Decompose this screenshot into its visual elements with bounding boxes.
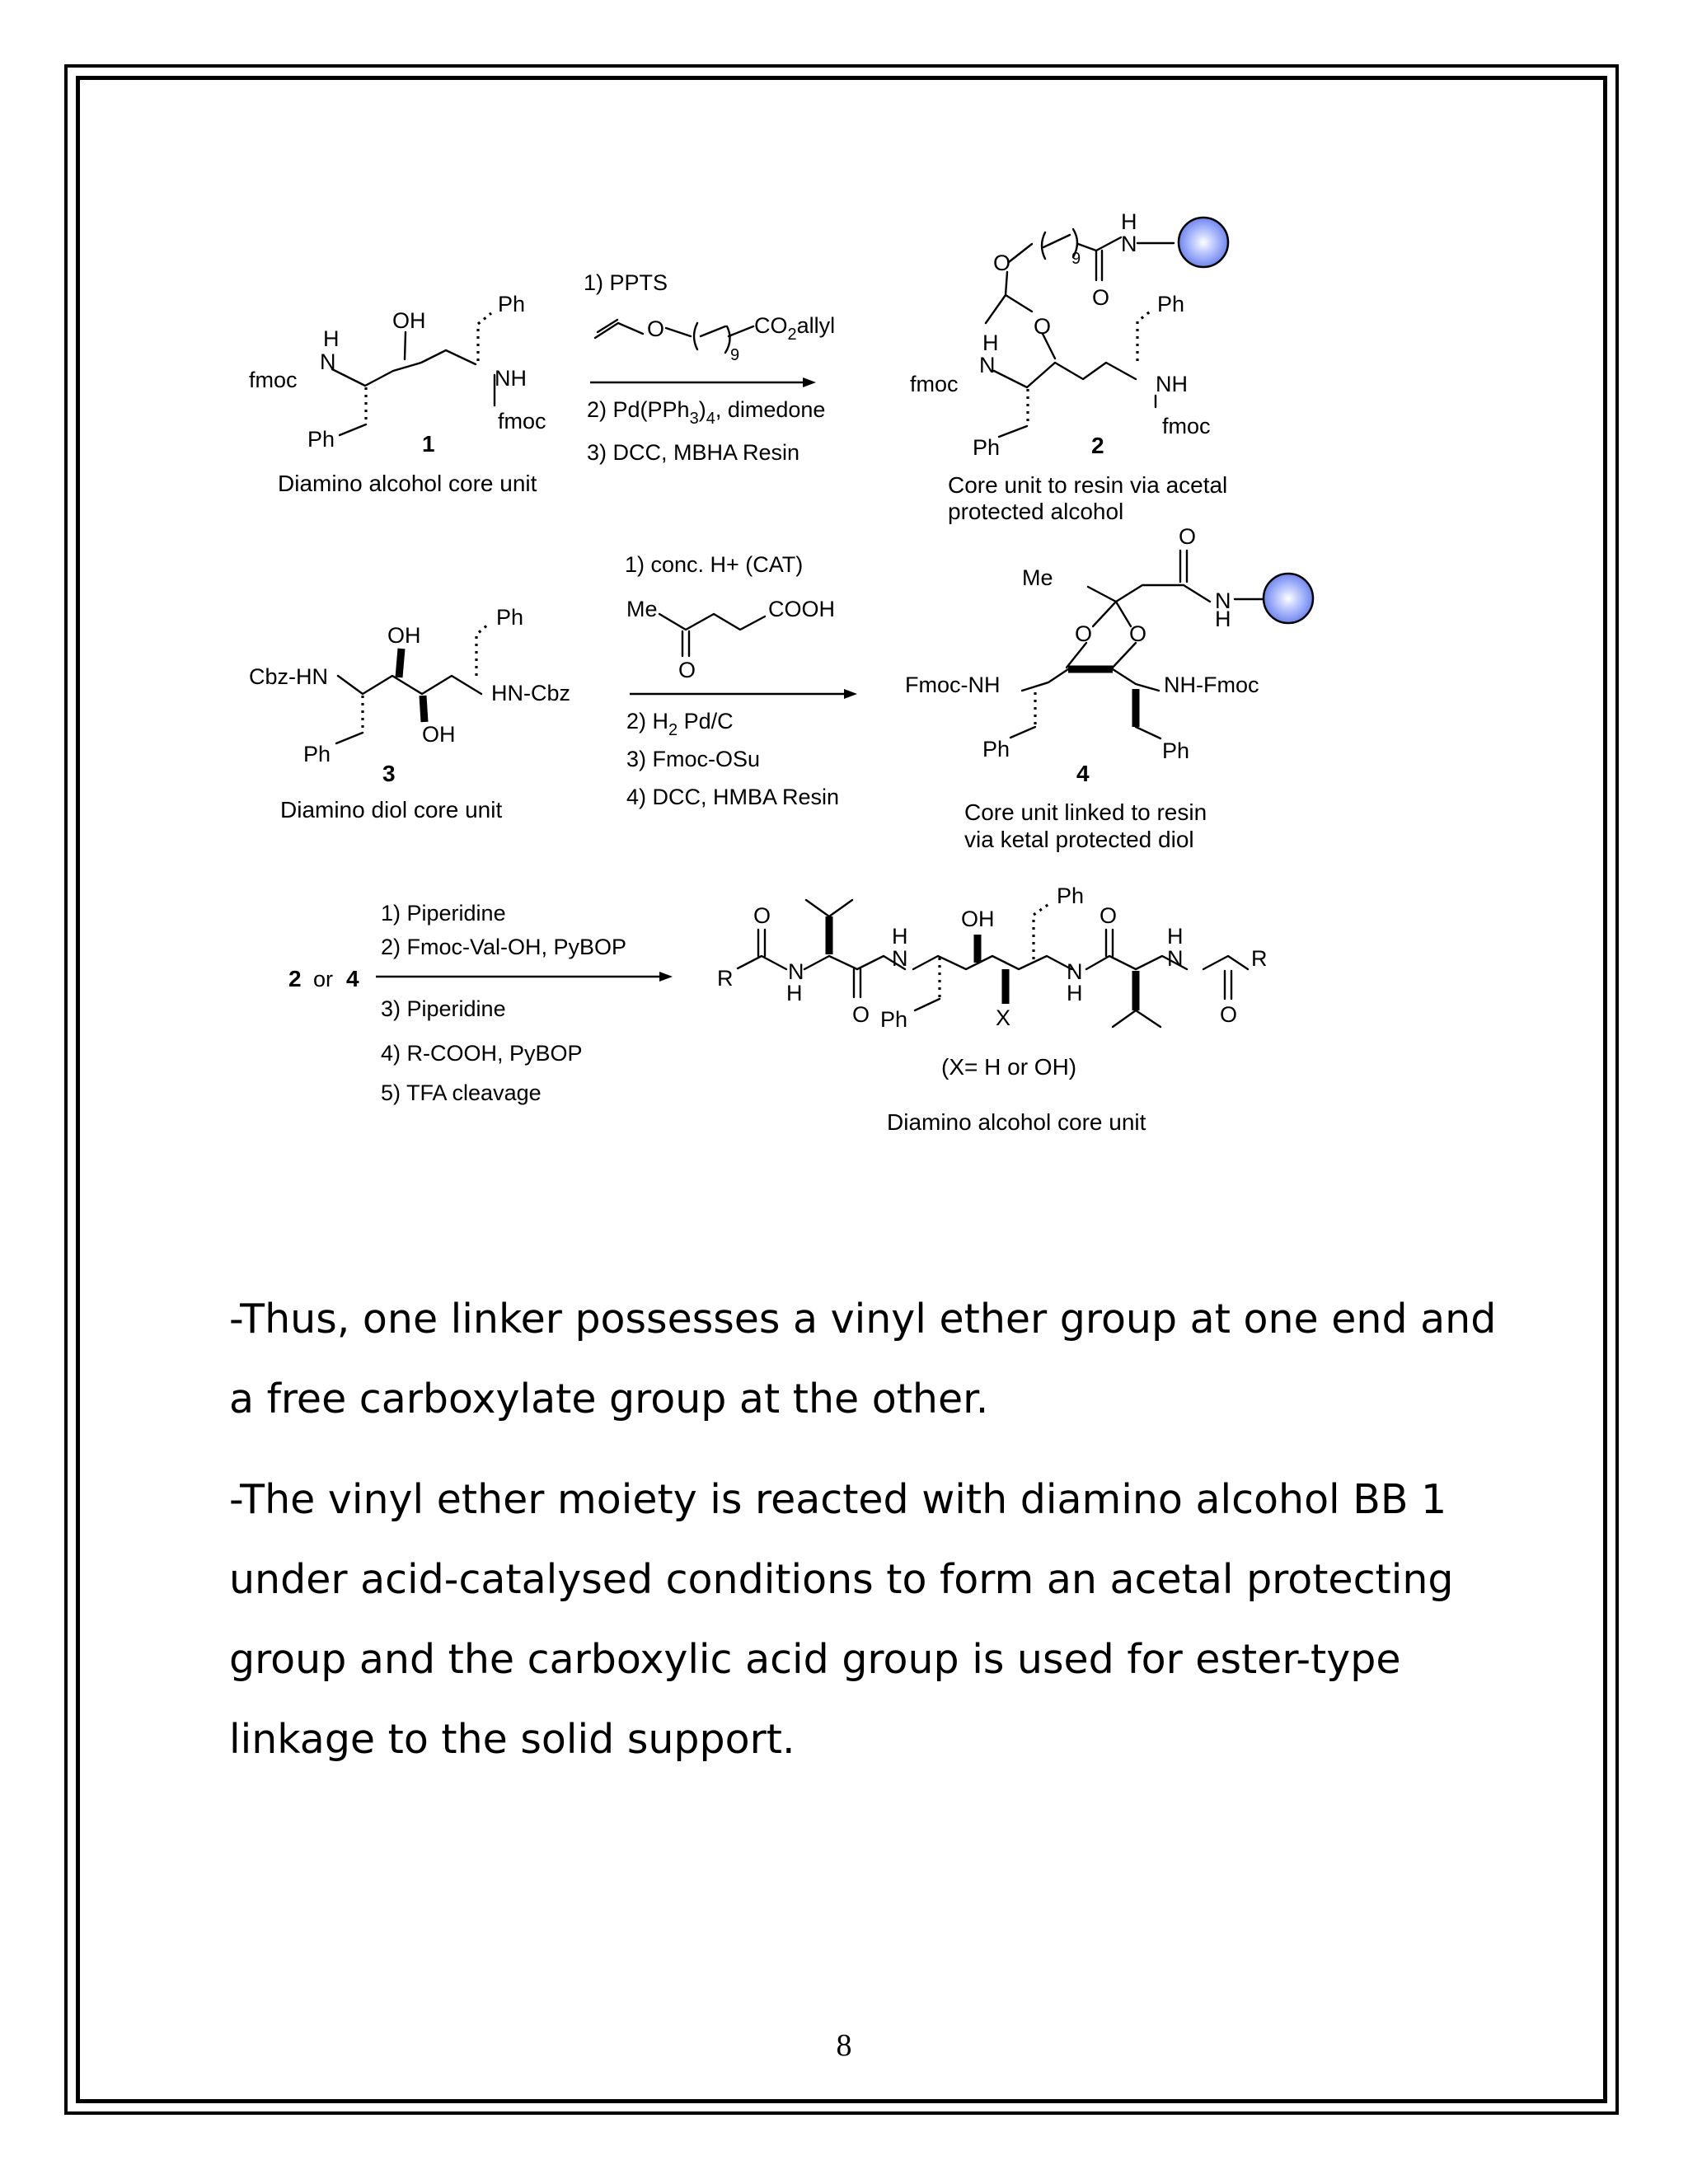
compound-4-ph-right-bond (1136, 727, 1160, 738)
compound-1 (249, 292, 546, 496)
compound-2-ph-bottom: Ph (973, 435, 1001, 460)
product-oh: OH (961, 907, 995, 931)
compound-1-oh: OH (392, 308, 426, 333)
product-note: (X= H or OH) (941, 1054, 1077, 1080)
product-backbone-5 (1203, 956, 1248, 969)
product-r-right: R (1251, 946, 1268, 971)
compound-2-number: 2 (1091, 433, 1104, 458)
compound-4-ring-bonds (1067, 643, 1136, 669)
compound-2-o-top: O (993, 251, 1011, 275)
levulinic-chain (659, 614, 765, 630)
row3-conditions (288, 901, 673, 1105)
compound-3-oh-bottom-wedge (423, 696, 424, 722)
compound-1-ph-top-bond (478, 313, 491, 361)
paragraph-linker: -Thus, one linker possesses a vinyl ether group at one end and a free carboxylate group at the other. (229, 1296, 1497, 1422)
compound-2-caption-2: protected alcohol (948, 499, 1124, 524)
product-h2: H (892, 924, 908, 949)
compound-1-h: H (323, 326, 340, 351)
product-h3: H (1067, 981, 1083, 1005)
compound-3-ph-bottom-bond-2 (336, 733, 363, 743)
compound-4-h: H (1215, 607, 1231, 631)
compound-1-ph-bottom-bond-2 (340, 424, 366, 435)
row2-step-2: 2) $H_2$ Pd/C (626, 709, 734, 739)
compound-2-nh: NH (1156, 372, 1188, 396)
row3-step-5: 5) TFA cleavage (381, 1080, 542, 1105)
compound-3-cbz-right: HN-Cbz (491, 681, 571, 705)
compound-3-number: 3 (382, 761, 396, 786)
compound-2-ph-top-bond (1137, 310, 1152, 361)
product-peptide (717, 883, 1268, 1135)
product-val-2 (1113, 1010, 1160, 1027)
compound-4-caption-2: via ketal protected diol (964, 827, 1194, 852)
product-h1: H (786, 981, 803, 1005)
row1-conditions (584, 270, 835, 465)
product-caption: Diamino alcohol core unit (887, 1109, 1146, 1135)
product-backbone-1 (738, 956, 786, 969)
compound-4-me-bond (1088, 587, 1116, 602)
compound-4-fmoc-left: Fmoc-NH (905, 673, 1001, 697)
compound-4-chain (1116, 585, 1210, 602)
compound-2-o-acetal: O (1034, 314, 1052, 339)
compound-3-caption: Diamino diol core unit (280, 797, 503, 823)
product-n3: N (1067, 959, 1083, 984)
page-number: 8 (836, 2028, 852, 2063)
row3-reactant-b: 4 (346, 966, 359, 991)
row3-reactant-a: 2 (288, 966, 302, 991)
vinyl-bond (595, 323, 643, 338)
product-n1: N (788, 959, 804, 984)
row3-reactant-or: or (313, 967, 334, 991)
compound-4-number: 4 (1076, 761, 1090, 786)
product-ph-top-bond (1034, 903, 1050, 959)
resin-bead-icon (1264, 574, 1313, 623)
compound-4-ph-left: Ph (982, 737, 1010, 762)
compound-1-fmoc-right: fmoc (498, 409, 546, 434)
product-o3: O (1100, 903, 1118, 928)
row2-arrowhead (844, 689, 857, 699)
compound-2-chain (1043, 235, 1070, 247)
compound-4-ketal-bonds (1093, 602, 1131, 626)
compound-2-h-left: H (982, 330, 999, 355)
compound-2-ph-top: Ph (1157, 292, 1185, 316)
compound-2 (910, 209, 1228, 524)
row2-conditions (625, 552, 857, 809)
product-carbonyl-3 (1106, 930, 1113, 956)
paragraph-vinyl-ether: -The vinyl ether moiety is reacted with diamino alcohol BB 1 under acid-catalysed conditions to form an acetal protecting group and the carboxylic acid group is used for ester-type linkage to the solid support. (229, 1476, 1454, 1763)
compound-2-h: H (1121, 209, 1137, 234)
compound-3-ph-bottom: Ph (303, 742, 331, 766)
compound-4-ph-right: Ph (1162, 738, 1190, 763)
compound-4-o-right: O (1129, 621, 1147, 646)
compound-2-paren-left (1042, 232, 1045, 259)
compound-1-ph-top: Ph (498, 292, 526, 316)
product-carbonyl-2 (854, 969, 860, 997)
product-val-1 (806, 900, 852, 916)
compound-2-ph-bottom-bond-2 (999, 426, 1027, 437)
compound-2-n-amide: N (1121, 232, 1137, 256)
compound-1-fmoc-left: fmoc (249, 368, 298, 392)
product-x: X (996, 1005, 1011, 1030)
compound-1-caption: Diamino alcohol core unit (278, 471, 537, 496)
compound-3-cbz-left: Cbz-HN (249, 664, 329, 689)
product-backbone-3 (913, 956, 1071, 969)
linker-bond-2 (701, 326, 725, 336)
linker-paren-left (694, 323, 697, 349)
compound-3-oh-bottom: OH (422, 722, 456, 747)
linker-bond-3 (729, 326, 753, 336)
product-backbone-2 (804, 956, 905, 969)
compound-4-caption-1: Core unit linked to resin (964, 799, 1207, 825)
compound-2-fmoc-left: fmoc (910, 372, 959, 396)
product-h4: H (1167, 924, 1184, 949)
row3-step-2: 2) Fmoc-Val-OH, PyBOP (381, 935, 627, 959)
linker-sub-9: 9 (730, 346, 740, 364)
row2-step-3: 3) Fmoc-OSu (626, 747, 761, 771)
compound-1-oh-bond (405, 332, 406, 359)
product-ph-bottom: Ph (880, 1007, 908, 1032)
compound-3-ph-top-bond (476, 623, 490, 676)
compound-2-n-left: N (979, 353, 996, 377)
row3-step-3: 3) Piperidine (381, 996, 506, 1021)
compound-4-o-left: O (1075, 621, 1093, 646)
compound-4-o-top: O (1179, 524, 1197, 549)
compound-2-carbonyl-o: O (1092, 285, 1110, 310)
row2-step-1: 1) conc. H+ (CAT) (625, 552, 804, 577)
product-ph-top: Ph (1057, 883, 1085, 908)
compound-4-fmoc-right: NH-Fmoc (1164, 673, 1259, 697)
compound-2-caption-1: Core unit to resin via acetal (948, 472, 1228, 498)
product-o1: O (753, 903, 771, 928)
compound-3-ph-top: Ph (496, 605, 524, 630)
row2-step-4: 4) DCC, HMBA Resin (626, 785, 840, 809)
row1-step-1: 1) PPTS (584, 270, 668, 295)
compound-4-ph-left-bond-2 (1010, 727, 1035, 738)
compound-2-acetal-bond (986, 272, 1007, 323)
resin-bead-icon (1179, 218, 1228, 267)
product-o2: O (852, 1002, 870, 1027)
compound-2-sub-9: 9 (1071, 250, 1081, 268)
compound-4-n: N (1215, 588, 1231, 613)
row1-step-3: 3) DCC, MBHA Resin (587, 440, 800, 465)
linker-paren-right (725, 326, 730, 353)
row1-step-2: 2) $Pd(PPh_3)_4$, dimedone (587, 397, 826, 428)
product-n4: N (1167, 946, 1184, 971)
compound-3-oh-top: OH (387, 623, 421, 648)
linker-bond (666, 328, 691, 336)
compound-1-ph-bottom: Ph (307, 427, 335, 452)
row1-arrowhead (803, 377, 816, 387)
compound-4-me: Me (1022, 565, 1053, 590)
compound-1-nh: NH (495, 366, 527, 391)
levulinic-o: O (678, 658, 696, 682)
row3-step-4: 4) R-COOH, PyBOP (381, 1041, 583, 1066)
compound-3-oh-top-wedge (399, 649, 401, 677)
vinyl-group: $CO_2allyl$ (754, 313, 836, 344)
product-r-left: R (717, 966, 734, 991)
levulinic-cooh: COOH (768, 597, 835, 621)
product-n2: N (892, 946, 908, 971)
compound-2-o-bond (1009, 244, 1032, 262)
compound-3-backbone (338, 676, 481, 694)
compound-1-number: 1 (422, 431, 435, 457)
product-ph-bottom-bond-2 (915, 999, 940, 1010)
compound-2-fmoc-right: fmoc (1162, 414, 1211, 438)
row3-arrowhead (659, 972, 673, 982)
product-carbonyl-4 (1225, 971, 1231, 999)
levulinic-me: Me (626, 597, 658, 621)
compound-1-n: N (320, 349, 336, 374)
product-o4: O (1220, 1002, 1238, 1027)
vinyl-o: O (647, 316, 665, 341)
compound-4 (905, 524, 1313, 852)
compound-3 (249, 605, 570, 823)
product-carbonyl-1 (758, 930, 765, 956)
compound-2-backbone (994, 363, 1136, 387)
compound-2-acetal-bond-2 (1006, 295, 1032, 312)
compound-2-chain-2 (1078, 237, 1121, 251)
row3-step-1: 1) Piperidine (381, 901, 506, 926)
